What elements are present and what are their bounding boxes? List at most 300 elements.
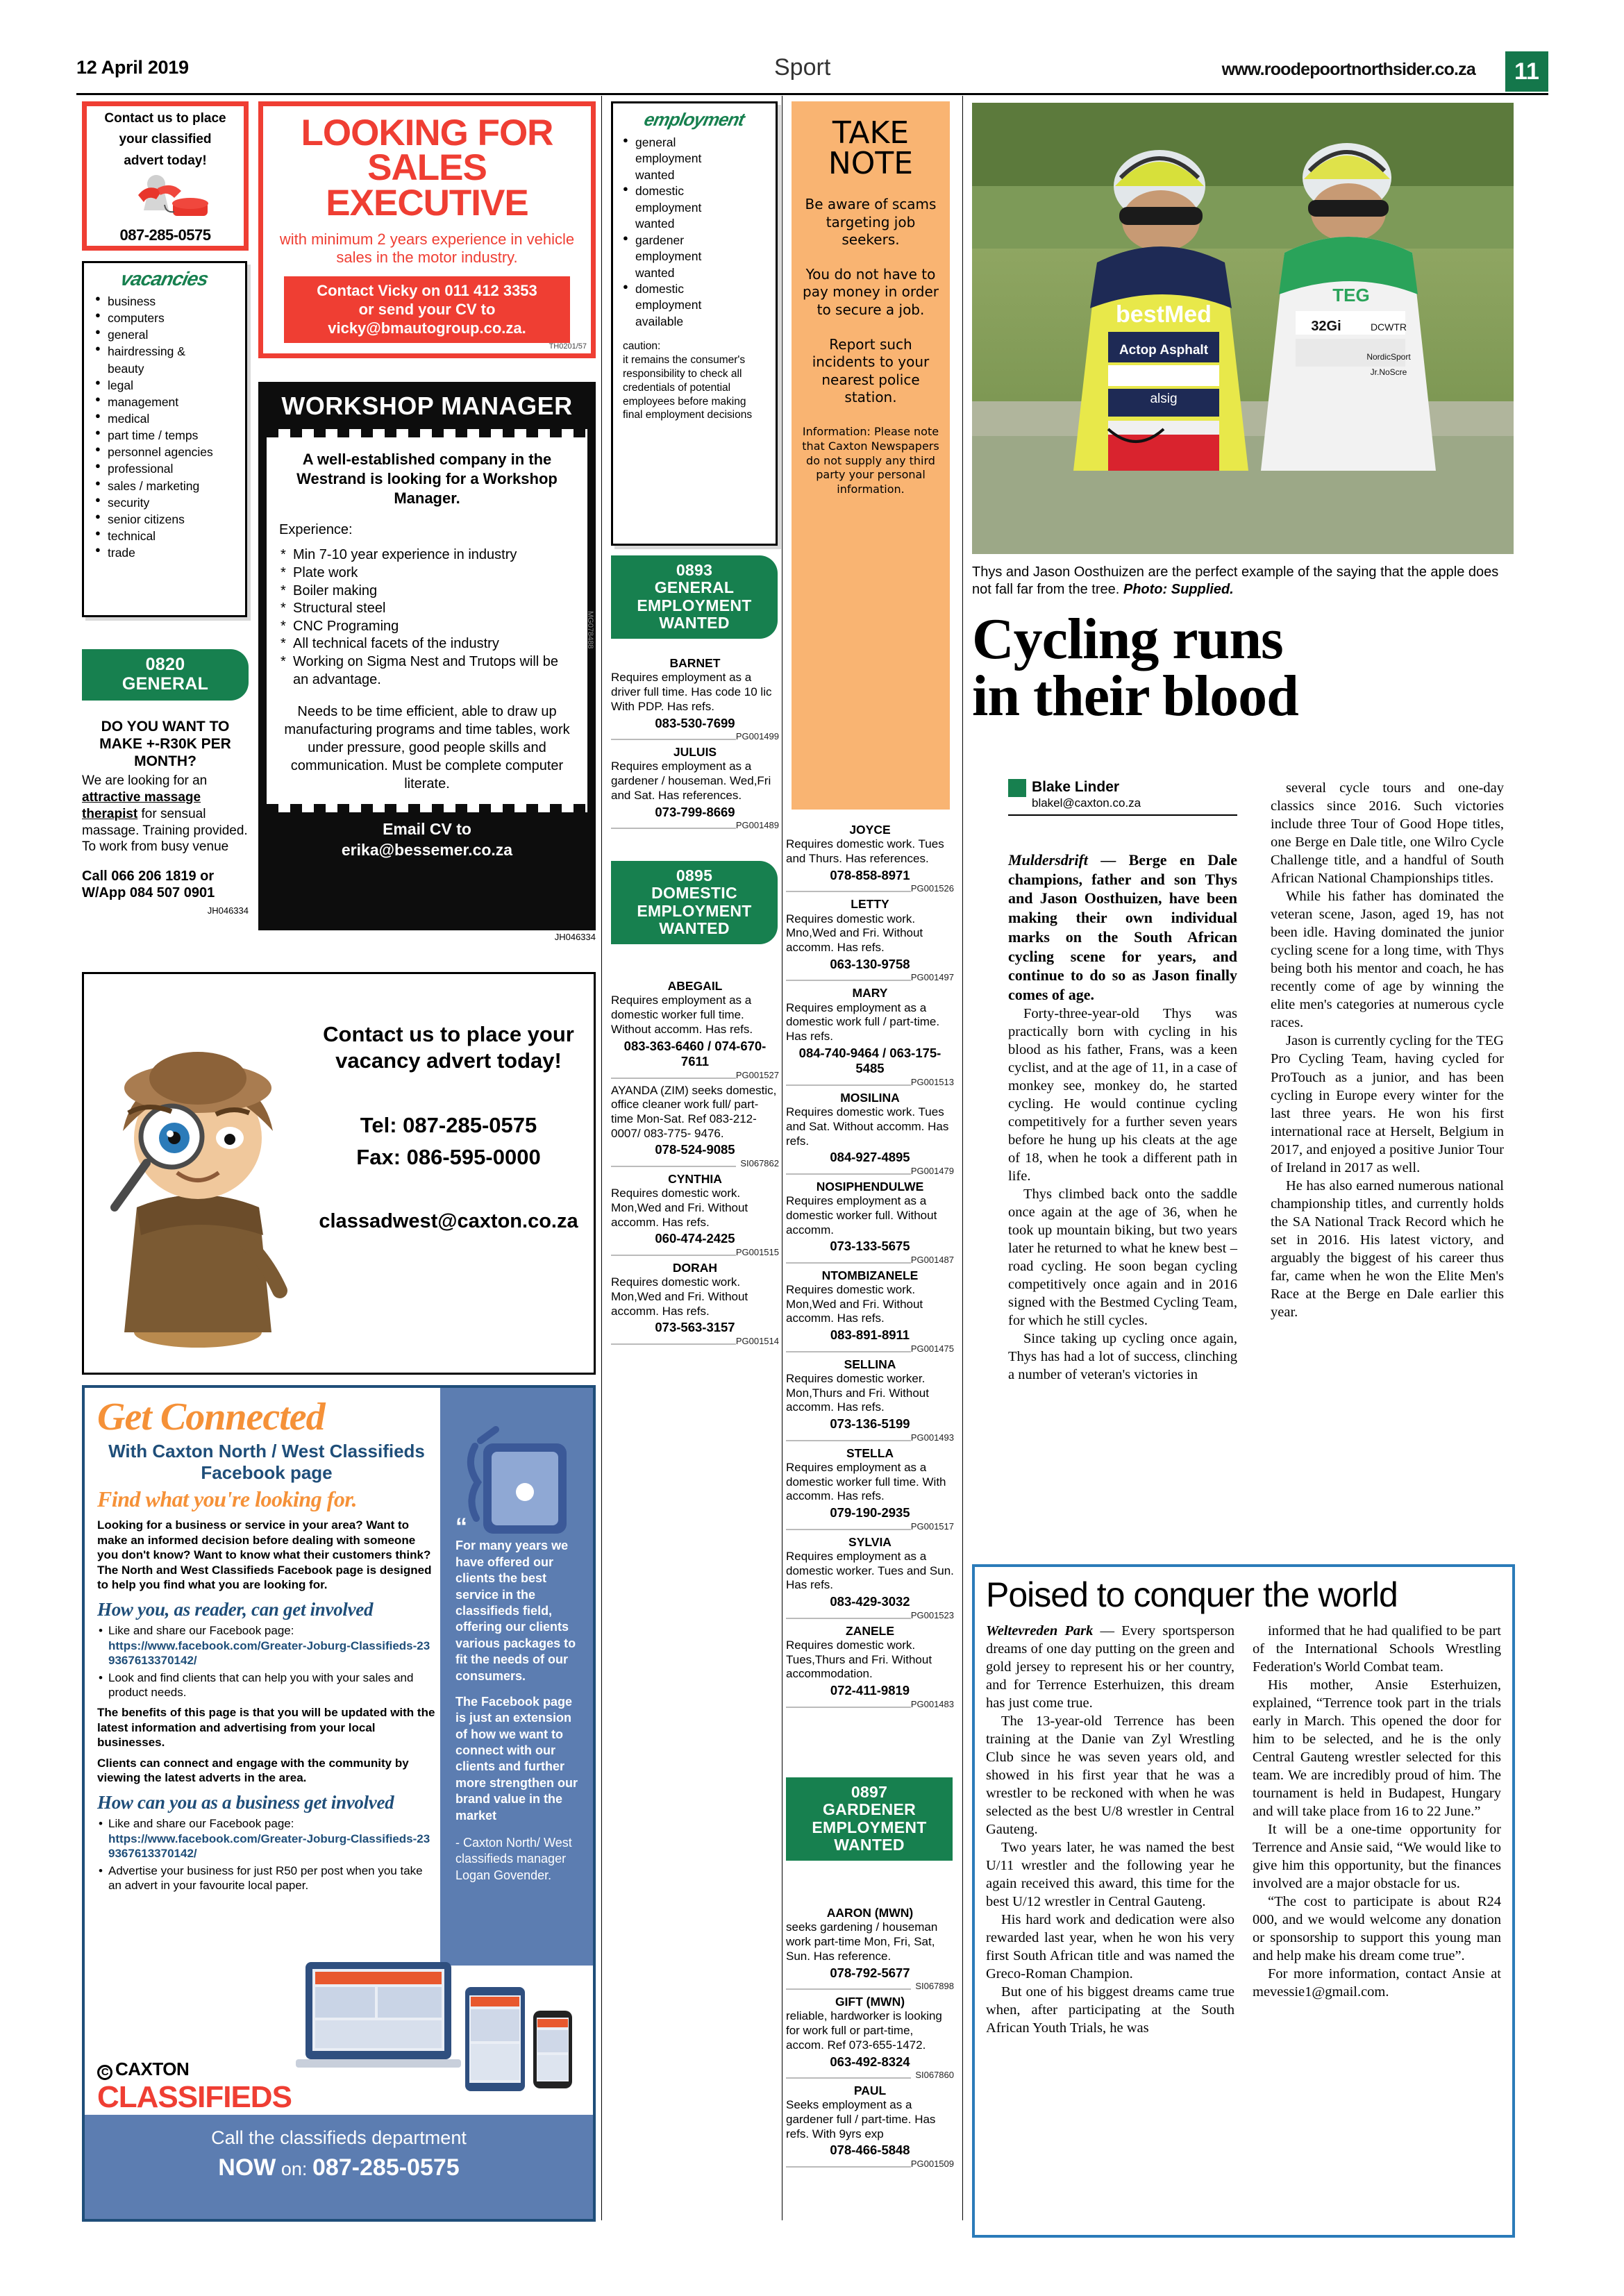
column-divider-1 [601, 96, 602, 2220]
get-connected-quote2: The Facebook page is just an extension of how we want to connect with our clients and further more strengthen our brand value in the market [455, 1694, 578, 1822]
article-paragraph: His mother, Ansie Esterhuizen, explained, “Terrence took part in the trials early in March. This opened the door for him to be selected, and he is the only Central Gauteng wrestler selected for this team. We are incredibly proud of him. The tournament is held in Budapest, Hungary and will take place from 16 to 22 June.” [1253, 1677, 1501, 1819]
listing-body: seeks gardening / houseman work part-time Mon, Fri, Sat, Sun. Has reference. [786, 1920, 938, 1963]
listing-name: SYLVIA [848, 1534, 891, 1549]
website-url: www.roodepoortnorthsider.co.za [1221, 60, 1475, 79]
category-label: GENERAL EMPLOYMENT WANTED [637, 578, 752, 632]
article-column-1 [1008, 850, 1237, 1384]
contact-ad-phone: 087-285-0575 [119, 226, 211, 244]
vacancy-category-item: ● personnel agencies [95, 444, 241, 460]
employment-category-item: wanted [635, 167, 675, 182]
photo-credit: Photo: Supplied. [1123, 582, 1234, 597]
workshop-ad-footer-2: erika@bessemer.co.za [341, 841, 513, 860]
second-story-box [972, 1564, 1515, 2238]
svg-text:32Gi: 32Gi [1311, 319, 1341, 334]
listing-ref: PG001509 [786, 2159, 954, 2170]
sales-ad-code: TH0201/57 [549, 342, 587, 351]
caution-title: caution: [623, 340, 661, 353]
sales-ad-title-2: SALES [367, 147, 487, 189]
photo-caption-text: Thys and Jason Oosthuizen are the perfect example of the saying that the apple does not fall far from the tree. [972, 564, 1499, 597]
take-note-box [792, 101, 950, 810]
article-column-2 [1271, 779, 1504, 1321]
sales-ad-cta [284, 276, 570, 343]
telephone-icon [87, 171, 244, 225]
classified-listing [786, 2084, 954, 2170]
svg-text:Actop Asphalt: Actop Asphalt [1119, 343, 1209, 358]
listing-body: Requires employment as a domestic work full / part-time. Has refs. [786, 1000, 940, 1044]
workshop-manager-advert[interactable] [258, 382, 596, 930]
workshop-ad-body [267, 437, 587, 804]
listings-domestic-col3 [611, 979, 779, 1350]
caution-body: it remains the consumer's responsibility to check all credentials of potential employees before making final employment decisions [623, 354, 753, 421]
vacancies-title: vacancies [119, 268, 210, 290]
detective-magnifier-icon [94, 1034, 302, 1360]
employment-category-item: ● domestic [623, 281, 770, 297]
general-0820-ref: JH046334 [207, 905, 249, 916]
vacancy-category-item: ● technical [95, 528, 241, 544]
general-0820-advert[interactable] [82, 719, 249, 916]
classified-listing [786, 1446, 954, 1532]
listing-body: Requires domestic work. Mno,Wed and Fri. Without accomm. Has refs. [786, 912, 923, 955]
vacancies-list [84, 293, 245, 561]
cyclists-photo [972, 103, 1514, 554]
listing-body: Requires domestic work. Mon,Wed and Fri. Without accomm. Has refs. [786, 1283, 923, 1325]
get-connected-quote: For many years we have offered our clients the best service in the classifieds field, offering our clients various packages to fit the needs of our consumers. [455, 1539, 576, 1683]
contact-ad-line2: your classified [119, 132, 212, 147]
employment-caution [613, 330, 776, 422]
article-paragraph: Jason is currently cycling for the TEG Pro Cycling Team, having cycled for ProTouch as a junior, and has been cycling in Europe every winter for the last three years. He won his first international race at Herselt, Belgium in 2017, and enjoyed a positive Junior Tour of Ireland in 2017 as well. [1271, 1033, 1504, 1175]
contact-ad-line1: Contact us to place [104, 111, 226, 126]
listing-name: JOYCE [849, 823, 891, 837]
listing-phone: 072-411-9819 [830, 1683, 910, 1698]
article-paragraph: several cycle tours and one-day classics since 2016. Such victories include three Tour of Good Hope titles, one Berge en Dale title, one Wilro Cycle Challenge title, and a handful of South African National Championships titles. [1271, 780, 1504, 887]
workshop-requirement: * Structural steel [279, 600, 575, 618]
vacancy-category-item: ● computers [95, 310, 241, 326]
listings-gardener [786, 1906, 954, 2172]
employment-category-item: ● domestic [623, 183, 770, 199]
list-item [97, 1816, 436, 1861]
get-connected-para3: Clients can connect and engage with the community by viewing the latest adverts in the area. [97, 1756, 409, 1785]
listing-phone: 073-563-3157 [655, 1320, 735, 1335]
classified-listing [786, 1535, 954, 1621]
workshop-ad-ref: JH046334 [554, 932, 596, 942]
vacancy-category-item: ● management [95, 394, 241, 410]
workshop-requirement: * Plate work [279, 564, 575, 583]
footer-call-line: Call the classifieds department [211, 2127, 467, 2148]
take-note-title-1: TAKE [832, 115, 910, 151]
svg-text:Jr.NoScre: Jr.NoScre [1370, 367, 1407, 377]
category-pill [611, 555, 778, 639]
listing-name: BARNET [669, 656, 721, 670]
second-story-title: Poised to conquer the world [986, 1575, 1398, 1614]
svg-text:DCWTR: DCWTR [1370, 321, 1407, 333]
listing-phone: 078-524-9085 [655, 1142, 735, 1157]
listing-ref: PG001513 [786, 1077, 954, 1088]
listing-phone: 078-792-5677 [830, 1965, 910, 1980]
listing-body: Requires employment as a domestic worker full time. Without accomm. Has refs. [611, 994, 753, 1036]
workshop-requirement: * Working on Sigma Nest and Trutops will be an advantage. [279, 653, 575, 689]
category-pill [611, 861, 778, 944]
list-item [97, 1623, 436, 1668]
employment-category-item: employment [635, 298, 702, 312]
classified-listing [611, 1261, 779, 1347]
listing-body: Requires domestic work. Mon,Wed and Fri. Without accomm. Has refs. [611, 1275, 748, 1318]
vacancies-index-box [82, 261, 247, 617]
category-pill [82, 649, 249, 701]
page-number-badge: 11 [1505, 51, 1548, 92]
vacancy-category-item: ● part time / temps [95, 427, 241, 444]
vacancy-category-item: ● general [95, 326, 241, 343]
classified-listing [786, 986, 954, 1088]
category-code: 0895 [676, 866, 713, 885]
classified-listing [786, 1995, 954, 2081]
listing-ref: PG001479 [786, 1166, 954, 1177]
headline-line-2: in their blood [972, 664, 1298, 729]
dateline: Muldersdrift [1008, 851, 1088, 869]
category-0820-general [82, 649, 249, 701]
get-connected-para2: The benefits of this page is that you will be updated with the latest information and advertising from your local businesses. [97, 1706, 435, 1750]
get-connected-advert[interactable] [82, 1385, 596, 2222]
workshop-ad-intro: A well-established company in the Westrand is looking for a Workshop Manager. [296, 451, 558, 508]
footer-now: NOW [218, 2154, 276, 2181]
listing-name: GIFT (MWN) [835, 1994, 905, 2009]
vacancy-category-item: ● sales / marketing [95, 478, 241, 494]
take-note-title [800, 108, 941, 179]
second-story-column-2 [1253, 1622, 1501, 2038]
article-paragraph: His hard work and dedication were also rewarded last year, when he won his very first South African title and was named the Greco-Roman Champion. [986, 1912, 1234, 1982]
classified-listing [611, 656, 779, 742]
listing-phone: 083-891-8911 [830, 1327, 910, 1343]
listing-phone: 084-740-9464 / 063-175-5485 [798, 1045, 941, 1076]
listing-ref: PG001475 [786, 1343, 954, 1355]
workshop-requirement: * CNC Programing [279, 618, 575, 636]
vacancy-category-item: ● senior citizens [95, 511, 241, 528]
footer-phone: 087-285-0575 [312, 2154, 460, 2181]
listing-ref: SI067860 [786, 2070, 954, 2081]
article-paragraph: Two years later, he was named the best U/11 wrestler and the following year he again received this award, this time for the best U/12 wrestler in Central Gauteng. [986, 1839, 1234, 1909]
reader-item-0: Like and share our Facebook page: [108, 1624, 294, 1638]
article-paragraph: But one of his biggest dreams came true when, after participating at the South African Youth Trials, he was [986, 1984, 1234, 2036]
general-0820-body-bold: attractive massage therapist [82, 790, 201, 821]
get-connected-quote-attrib: - Caxton North/ West classifieds manager Logan Govender. [455, 1836, 572, 1882]
take-note-p1: Be aware of scams targeting job seekers. [805, 196, 937, 249]
listing-body: Requires employment as a gardener / houseman. Wed,Fri and Sat. Has references. [611, 760, 771, 802]
facebook-url-link[interactable]: https://www.facebook.com/Greater-Joburg-Classifieds-239367613370142/ [108, 1639, 430, 1668]
facebook-url-link-2[interactable]: https://www.facebook.com/Greater-Joburg-Classifieds-239367613370142/ [108, 1832, 430, 1861]
listing-name: PAUL [853, 2083, 887, 2097]
listing-ref: PG001514 [611, 1336, 779, 1347]
quote-mark-icon: “ [455, 1514, 467, 1540]
category-pill [786, 1777, 953, 1861]
vacancy-category-item: ● hairdressing & [95, 343, 241, 360]
vacancy-advert-promo[interactable] [82, 972, 596, 1375]
listing-body: Requires employment as a domestic worker full time. With accomm. Has refs. [786, 1460, 946, 1503]
employment-title: employment [642, 109, 746, 130]
svg-text:NordicSport: NordicSport [1366, 352, 1411, 362]
employment-category-item: wanted [635, 217, 675, 231]
listing-ref: SI067862 [611, 1158, 779, 1169]
listing-phone: 083-429-3032 [830, 1594, 910, 1609]
workshop-ad-footer [258, 812, 596, 869]
listing-ref: PG001487 [786, 1255, 954, 1266]
classified-listing [786, 1906, 954, 1992]
sales-ad-title-1: LOOKING FOR [301, 112, 553, 153]
article-headline [972, 607, 1521, 729]
listing-name: MOSILINA [840, 1090, 900, 1105]
vacancy-category-item: ● legal [95, 377, 241, 394]
get-connected-reader-heading: How you, as reader, can get involved [97, 1599, 374, 1620]
listings-domestic-col4 [786, 823, 954, 1713]
workshop-requirement: * Min 7-10 year experience in industry [279, 546, 575, 564]
listing-phone: 073-136-5199 [830, 1416, 910, 1432]
listing-name: CYNTHIA [668, 1171, 722, 1186]
second-story-column-1 [986, 1622, 1234, 2038]
listing-name: LETTY [851, 897, 889, 912]
get-connected-quote-block [449, 1514, 587, 1884]
svg-text:bestMed: bestMed [1116, 301, 1212, 328]
listing-name: MARY [852, 986, 888, 1000]
listing-name: NOSIPHENDULWE [816, 1179, 924, 1193]
listing-phone: 084-927-4895 [830, 1150, 910, 1165]
vacancy-category-item: ● security [95, 494, 241, 511]
listing-body: Requires employment as a driver full time. Has code 10 lic With PDP. Has refs. [611, 671, 772, 713]
employment-category-item: employment [635, 200, 702, 215]
listing-name: DORAH [672, 1260, 718, 1275]
byline-rule [1008, 814, 1237, 816]
classified-listing [611, 745, 779, 831]
category-code: 0897 [851, 1783, 888, 1801]
section-title: Sport [774, 54, 831, 81]
listing-body: reliable, hardworker is looking for work full or part-time, accom. Ref 073-655-1472. [786, 2009, 942, 2052]
employment-category-item: employment [635, 249, 702, 264]
category-0895 [611, 861, 778, 944]
sales-ad-cta-1: Contact Vicky on 011 412 3353 [317, 281, 537, 299]
get-connected-script2: Find what you're looking for. [97, 1486, 358, 1512]
listing-phone: 063-130-9758 [830, 956, 910, 971]
listing-phone: 078-466-5848 [830, 2143, 910, 2158]
listing-name: ZANELE [846, 1623, 894, 1638]
classified-listing [786, 1268, 954, 1355]
listing-body: Requires domestic work. Tues and Thurs. Has references. [786, 837, 944, 866]
listing-phone: 073-133-5675 [830, 1239, 910, 1254]
caxton-classifieds-logo [97, 2059, 292, 2115]
article-paragraph: While his father has dominated the veteran scene, Jason, aged 19, has not been idle. Having dominated the junior cycling scene for a long time, with Thys being both his mentor and coach, he has recently come of age by winning the elite men's categories at numerous cycle races. [1271, 889, 1504, 1031]
employment-category-item: ● general [623, 135, 770, 151]
sales-ad-subtitle: with minimum 2 years experience in vehicle sales in the motor industry. [279, 231, 575, 266]
footer-on: on: [281, 2159, 308, 2179]
article-paragraph: Weltevreden Park — Every sportsperson dreams of one day putting on the green and gold jersey to represent his or her country, and for Terrence Esterhuizen, this dream has just come true. [986, 1623, 1234, 1711]
listing-ref: PG001517 [786, 1521, 954, 1532]
general-0820-body-1: We are looking for an [82, 773, 208, 789]
byline-marker-icon [1008, 779, 1026, 797]
listing-phone: 060-474-2425 [655, 1231, 735, 1246]
workshop-ad-heading: WORKSHOP MANAGER [281, 392, 573, 420]
listing-body: Seeks employment as a gardener full / part-time. Has refs. With 9yrs exp [786, 2098, 936, 2140]
detective-ad-line2: vacancy advert today! [335, 1048, 562, 1073]
listing-ref: PG001483 [786, 1699, 954, 1710]
listing-name: SELLINA [844, 1357, 896, 1371]
caxton-wordmark: C CAXTON [97, 2059, 292, 2080]
sales-ad-cta-2: or send your CV to [358, 300, 496, 318]
listing-body: AYANDA (ZIM) seeks domestic, office cleaner work full/ part-time Mon-Sat. Ref 083-212-0007/ 083-775- 9476. [611, 1083, 777, 1140]
listing-body: Requires domestic work. Tues and Sat. Without accomm. Has refs. [786, 1105, 949, 1148]
employment-index-box [611, 101, 778, 546]
listing-name: JULUIS [673, 744, 717, 759]
workshop-ad-experience-label: Experience: [279, 522, 353, 538]
listing-body: Requires employment as a domestic worker full. Without accomm. [786, 1194, 937, 1237]
classified-listing [786, 1624, 954, 1710]
get-connected-para1: Looking for a business or service in your area? Want to make an informed decision before dealing with someone you don't know? Want to know what their customers think? The North and West Classifieds Facebook page is designed to help you find what you are looking for. [97, 1518, 432, 1591]
listing-ref: PG001497 [786, 972, 954, 983]
get-connected-business-list [97, 1816, 436, 1893]
classified-listing [786, 823, 954, 894]
take-note-p2: You do not have to pay money in order to secure a job. [803, 265, 939, 318]
listing-name: AARON (MWN) [826, 1906, 914, 1920]
category-code: 0893 [676, 561, 713, 579]
general-0820-call: Call 066 206 1819 or W/App 084 507 0901 [82, 869, 215, 901]
get-connected-subtitle: With Caxton North / West Classifieds Facebook page [108, 1441, 425, 1484]
listing-phone: 083-363-6460 / 074-670-7611 [623, 1038, 767, 1069]
workshop-ad-footer-1: Email CV to [383, 820, 471, 839]
employment-category-item: available [635, 314, 684, 328]
classified-listing [611, 1172, 779, 1258]
column-divider-3 [962, 96, 963, 2220]
get-connected-title: Get Connected [97, 1396, 325, 1439]
take-note-title-2: NOTE [828, 146, 914, 181]
article-paragraph: For more information, contact Ansie at mevessie1@gmail.com. [1253, 1966, 1501, 2000]
listing-phone: 083-530-7699 [655, 715, 735, 730]
detective-ad-email: classadwest@caxton.co.za [319, 1209, 578, 1232]
article-paragraph: “The cost to participate is about R24 000, and we would welcome any donation or sponsorship to support this young man and help make his dream come true”. [1253, 1893, 1501, 1964]
detective-ad-line1: Contact us to place your [323, 1022, 574, 1046]
article-paragraph: Since taking up cycling once again, Thys has had a lot of success, clinching a number of veteran's victories in [1008, 1331, 1237, 1383]
zigzag-bottom-decoration [267, 804, 587, 812]
employment-list [613, 135, 776, 330]
get-connected-business-heading: How can you as a business get involved [97, 1792, 394, 1813]
sales-ad-cta-3: vicky@bmautogroup.co.za. [328, 319, 526, 337]
vacancy-category-item: ● trade [95, 544, 241, 561]
contact-ad-line3: advert today! [124, 153, 207, 168]
general-0820-headline: DO YOU WANT TO MAKE +-R30K PER MONTH? [99, 719, 231, 769]
masthead-rule [76, 93, 1548, 95]
listing-ref: SI067898 [786, 1981, 954, 1992]
listing-body: Requires domestic worker. Mon,Thurs and Fri. Without accomm. Has refs. [786, 1371, 929, 1414]
general-0820-body-2: for sensual massage. Training provided. To work from busy venue [82, 806, 248, 855]
photo-caption [972, 564, 1514, 598]
listing-phone: 063-492-8324 [830, 2054, 910, 2069]
listing-phone: 073-799-8669 [655, 804, 735, 819]
listing-phone: 079-190-2935 [830, 1505, 910, 1520]
devices-mockup-image [292, 1955, 583, 2108]
category-label: GARDENER EMPLOYMENT WANTED [812, 1800, 927, 1854]
footer-number-line [85, 2154, 593, 2181]
workshop-ad-note: Needs to be time efficient, able to draw up manufacturing programs and time tables, work under pressure, good people skills and communication. Must be complete computer literate. [284, 704, 570, 792]
classified-listing [611, 1084, 779, 1169]
listing-name: STELLA [846, 1446, 894, 1460]
listing-ref: PG001523 [786, 1610, 954, 1621]
issue-date: 12 April 2019 [76, 57, 189, 78]
sales-ad-title [263, 106, 591, 224]
article-paragraph: The 13-year-old Terrence has been training at the Danie van Zyl Wrestling Club since he was seven years old, and showed in his first year that he was a wrestler to be reckoned with when he was selected as the best U/8 wrestler in Central Gauteng. [986, 1713, 1234, 1837]
listing-name: NTOMBIZANELE [821, 1268, 919, 1282]
contact-classified-ad[interactable] [82, 101, 249, 251]
detective-ad-text [313, 1021, 584, 1233]
second-story-columns [986, 1622, 1501, 2038]
classified-listing [786, 897, 954, 983]
listing-phone: 078-858-8971 [830, 867, 910, 882]
headline-line-1: Cycling runs [972, 607, 1283, 671]
article-byline [1008, 779, 1237, 816]
listing-ref: PG001527 [611, 1070, 779, 1081]
category-code: 0820 [145, 655, 185, 674]
sales-ad-title-3: EXECUTIVE [326, 182, 528, 224]
classified-listing [786, 1357, 954, 1443]
listing-body: Requires domestic work. Tues,Thurs and Fri. Without accommodation. [786, 1638, 932, 1681]
employment-category-item: wanted [635, 265, 675, 280]
list-item: • Look and find clients that can help you with your sales and product needs. [97, 1670, 436, 1700]
byline-email[interactable]: blakel@caxton.co.za [1032, 796, 1141, 810]
category-label: GENERAL [122, 673, 209, 694]
workshop-ad-side-code: MG078488 [586, 611, 594, 649]
business-item-0: Like and share our Facebook page: [108, 1817, 294, 1831]
category-0893 [611, 555, 778, 639]
listings-general-employment [611, 656, 779, 834]
listing-name: ABEGAIL [667, 979, 723, 993]
workshop-requirement: * All technical facets of the industry [279, 635, 575, 653]
classified-listing [786, 1180, 954, 1266]
take-note-p3: Report such incidents to your nearest police station. [812, 335, 930, 406]
workshop-ad-bullets [279, 546, 575, 689]
list-item: • Advertise your business for just R50 per post when you take an advert in your favourite local paper. [97, 1863, 436, 1893]
classified-listing [611, 979, 779, 1081]
detective-ad-tel: Tel: 087-285-0575 [360, 1112, 537, 1137]
svg-text:TEG: TEG [1332, 285, 1370, 305]
listing-ref: PG001493 [786, 1432, 954, 1443]
category-0897 [786, 1777, 953, 1861]
masthead [76, 54, 1548, 89]
article-paragraph: It will be a one-time opportunity for Terrence and Ansie said, “We would like to give him this opportunity, but the finances involved are a major obstacle for us. [1253, 1821, 1501, 1891]
dateline: Weltevreden Park [986, 1623, 1094, 1639]
listing-ref: PG001515 [611, 1247, 779, 1258]
listing-ref: PG001526 [786, 883, 954, 894]
article-paragraph: informed that he had qualified to be part of the International Schools Wrestling Federation's World Combat team. [1253, 1623, 1501, 1675]
vacancy-category-item: ● business [95, 293, 241, 310]
take-note-info: Information: Please note that Caxton Newspapers do not supply any third party your personal information. [802, 424, 939, 496]
classifieds-wordmark: CLASSIFIEDS [97, 2080, 292, 2114]
byline-author: Blake Linder [1032, 779, 1120, 795]
vacancy-category-item: ● professional [95, 460, 241, 477]
classified-listing [786, 1091, 954, 1177]
article-paragraph: Thys climbed back onto the saddle once again at the age of 36, when he took up mountain biking, but two years later he returned to what he knew best – road cycling. He soon began cycling competitively once again and in 2016 signed with the Bestmed Cycling Team, for which he still cycles. [1008, 1187, 1237, 1329]
detective-ad-fax: Fax: 086-595-0000 [356, 1144, 541, 1169]
zigzag-top-decoration [267, 429, 587, 437]
article-paragraph: Muldersdrift — Berge en Dale champions, father and son Thys and Jason Oosthuizen, have been making their own individual marks on the South African cycling scene for years, and continue to do so as Jason finally comes of age. [1008, 851, 1237, 1004]
listing-ref: PG001499 [611, 731, 779, 742]
vacancy-category-item: beauty [108, 361, 144, 376]
vacancy-category-item: ● medical [95, 410, 241, 427]
copyright-circle-icon: C [97, 2065, 112, 2080]
get-connected-reader-list [97, 1623, 436, 1700]
workshop-requirement: * Boiler making [279, 583, 575, 601]
category-label: DOMESTIC EMPLOYMENT WANTED [637, 884, 752, 937]
article-paragraph: Forty-three-year-old Thys was practically born with cycling in his blood as his father, Frans, was a keen cyclist, and at the age of 11, in a case of monkey see, monkey do, he started cycling. He would continue cycling competitively for a further seven years before he hung up his cleats at the age of 18, when he took a different path in life. [1008, 1005, 1237, 1184]
listing-body: Requires employment as a domestic worker. Tues and Sun. Has refs. [786, 1549, 954, 1592]
sales-executive-advert[interactable] [258, 101, 596, 358]
svg-text:alsig: alsig [1150, 392, 1178, 406]
listing-ref: PG001489 [611, 820, 779, 831]
listing-body: Requires domestic work. Mon,Wed and Fri. Without accomm. Has refs. [611, 1187, 748, 1229]
employment-category-item: employment [635, 151, 702, 166]
employment-category-item: ● gardener [623, 233, 770, 249]
